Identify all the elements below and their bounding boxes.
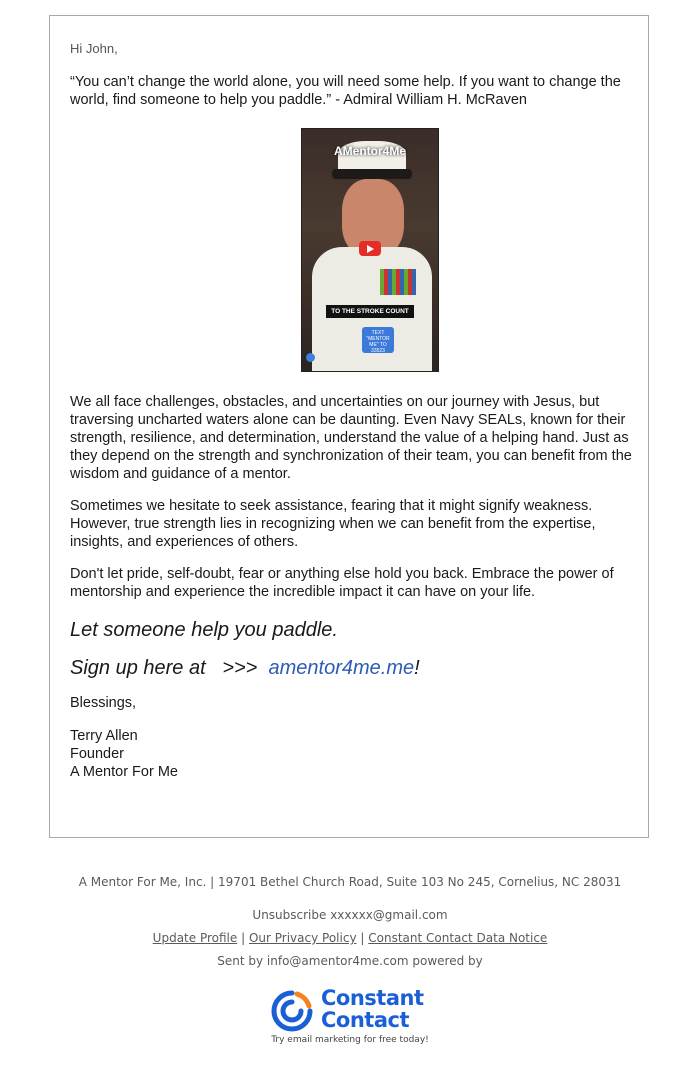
sent-by: Sent by info@amentor4me.com powered by <box>217 954 483 968</box>
logo-line-2: Contact <box>321 1008 409 1032</box>
video-banner: TO THE STROKE COUNT <box>326 305 414 318</box>
unsubscribe-link[interactable]: Unsubscribe xxxxxx@gmail.com <box>252 908 448 922</box>
email-card <box>49 15 649 838</box>
signup-link[interactable]: amentor4me.me <box>268 657 415 679</box>
signup-suffix: ! <box>414 657 420 679</box>
signup-line <box>70 657 420 680</box>
paragraph-1: We all face challenges, obstacles, and uncertainties on our journey with Jesus, but traversing uncharted waters alone can be daunting. Even Navy SEALs, known for their strength, resilience, and determination, understand the value of a helping hand. Just as they depend on the strength and synchronization of their team, you can benefit from the wisdom and guidance of a mentor. <box>70 394 632 482</box>
greeting: Hi John, <box>70 41 118 56</box>
quote: “You can’t change the world alone, you will need some help. If you want to change the world, find someone to help you paddle.” - Admiral William H. McRaven <box>70 74 621 108</box>
footer-links <box>0 931 700 945</box>
footer-address: A Mentor For Me, Inc. | 19701 Bethel Church Road, Suite 103 No 245, Cornelius, NC 28031 <box>78 875 622 889</box>
video-title: AMentor4Me <box>333 144 406 158</box>
signup-prefix: Sign up here at >>> <box>70 657 269 679</box>
update-profile-link[interactable]: Update Profile <box>152 931 238 945</box>
cap-brim-shape <box>332 169 412 179</box>
video-channel: @amentor4me <box>318 355 352 361</box>
constant-contact-icon <box>270 989 314 1033</box>
data-notice-link[interactable]: Constant Contact Data Notice <box>368 931 548 945</box>
video-thumbnail[interactable] <box>301 128 439 372</box>
play-icon[interactable] <box>359 241 381 256</box>
video-cta: TEXT "MENTOR ME" TO 33523 <box>362 327 394 353</box>
paragraph-3: Don't let pride, self-doubt, fear or anything else hold you back. Embrace the power of mentorship and experience the incredible impact it can have on your life. <box>70 566 614 600</box>
separator: | <box>241 931 246 945</box>
logo-tagline: Try email marketing for free today! <box>271 1035 429 1045</box>
constant-contact-wordmark <box>321 987 424 1031</box>
signature-org: A Mentor For Me <box>70 764 178 780</box>
signature-name: Terry Allen <box>70 728 138 744</box>
separator: | <box>360 931 365 945</box>
paragraph-2: Sometimes we hesitate to seek assistance, fearing that it might signify weakness. However, true strength lies in recognizing when we can benefit from the expertise, insights, and experiences of others. <box>70 498 596 550</box>
constant-contact-logo[interactable] <box>270 987 440 1035</box>
privacy-policy-link[interactable]: Our Privacy Policy <box>248 931 357 945</box>
logo-line-1: Constant <box>321 986 424 1010</box>
closing: Blessings, <box>70 695 137 711</box>
medals-shape <box>380 269 416 295</box>
headline: Let someone help you paddle. <box>70 619 338 641</box>
signature-title: Founder <box>70 746 125 762</box>
